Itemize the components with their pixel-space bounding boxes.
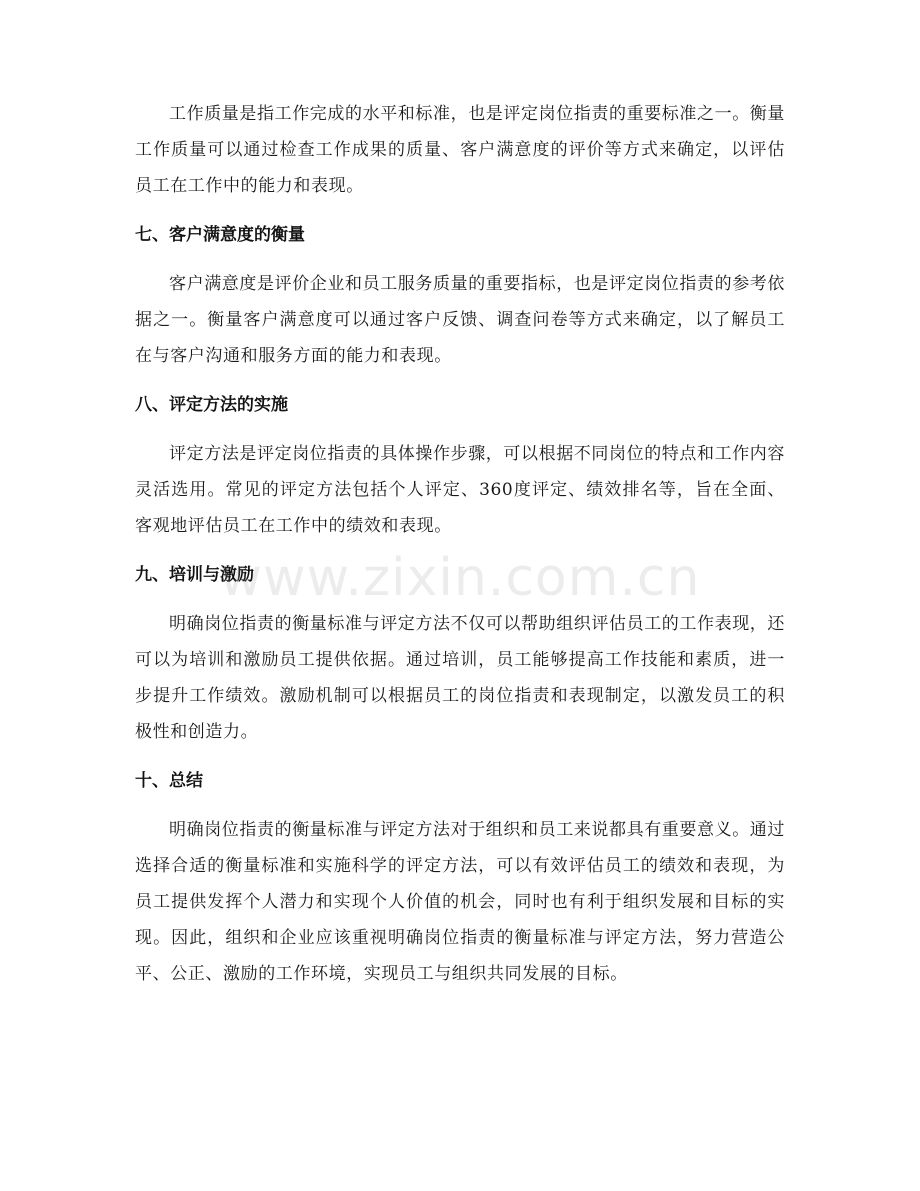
paragraph-summary: 明确岗位指责的衡量标准与评定方法对于组织和员工来说都具有重要意义。通过选择合适的衡量标准和实施科学的评定方法，可以有效评估员工的绩效和表现，为员工提供发挥个人潜力和实现个人价值的机会，同时也有利于组织发展和目标的实现。因此，组织和企业应该重视明确岗位指责的衡量标准与评定方法，努力营造公平、公正、激励的工作环境，实现员工与组织共同发展的目标。 bbox=[135, 820, 785, 984]
document-body bbox=[135, 96, 785, 1005]
paragraph-work-quality: 工作质量是指工作完成的水平和标准，也是评定岗位指责的重要标准之一。衡量工作质量可以通过检查工作成果的质量、客户满意度的评价等方式来确定，以评估员工在工作中的能力和表现。 bbox=[135, 104, 785, 196]
watermark-text: www.zixin.com.cn bbox=[219, 548, 701, 608]
heading-training-incentive: 九、培训与激励 bbox=[135, 565, 254, 585]
paragraph-customer-satisfaction: 客户满意度是评价企业和员工服务质量的重要指标，也是评定岗位指责的参考依据之一。衡量客户满意度可以通过客户反馈、调查问卷等方式来确定，以了解员工在与客户沟通和服务方面的能力和表现。 bbox=[135, 274, 785, 366]
heading-summary: 十、总结 bbox=[135, 771, 203, 791]
paragraph-evaluation-method: 评定方法是评定岗位指责的具体操作步骤，可以根据不同岗位的特点和工作内容灵活选用。常见的评定方法包括个人评定、360度评定、绩效排名等，旨在全面、客观地评估员工在工作中的绩效和表现。 bbox=[135, 444, 785, 536]
heading-evaluation-method: 八、评定方法的实施 bbox=[135, 395, 288, 415]
heading-customer-satisfaction: 七、客户满意度的衡量 bbox=[135, 225, 305, 245]
paragraph-training-incentive: 明确岗位指责的衡量标准与评定方法不仅可以帮助组织评估员工的工作表现，还可以为培训和激励员工提供依据。通过培训，员工能够提高工作技能和素质，进一步提升工作绩效。激励机制可以根据员工的岗位指责和表现制定，以激发员工的积极性和创造力。 bbox=[135, 614, 785, 742]
